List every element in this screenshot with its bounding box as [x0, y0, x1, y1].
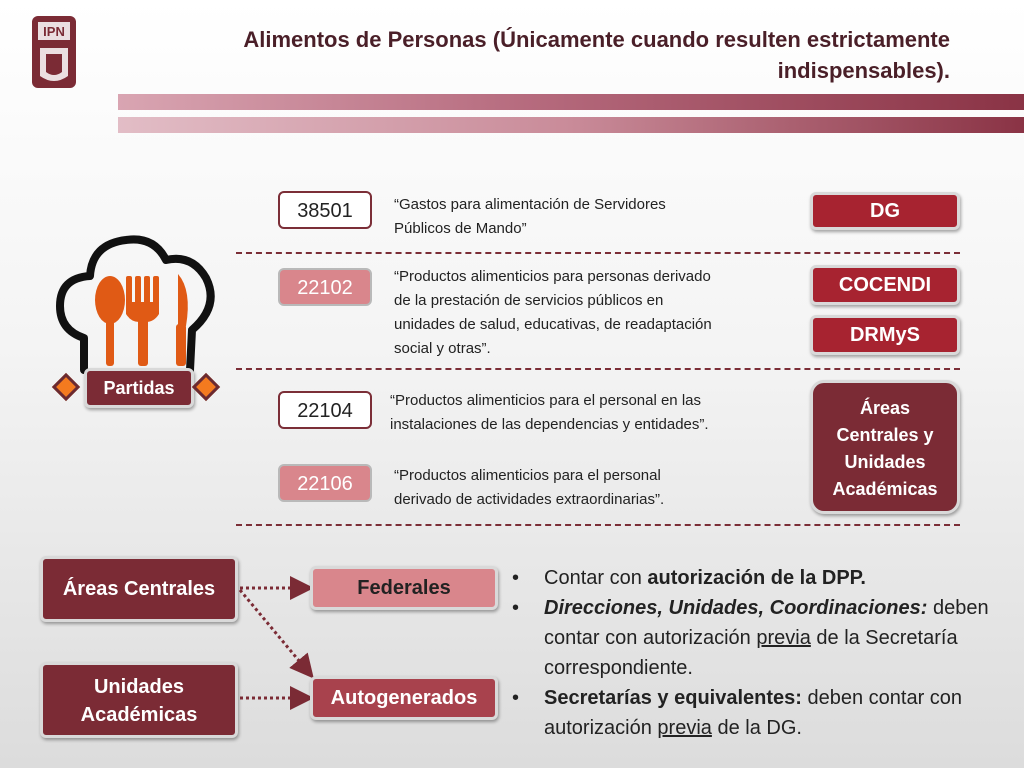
autogenerados-box: Autogenerados — [310, 676, 498, 720]
code-22106: 22106 — [278, 464, 372, 502]
tag-areas-centrales-unidades: Áreas Centrales y Unidades Académicas — [810, 380, 960, 514]
code-38501: 38501 — [278, 191, 372, 229]
desc-22102: “Productos alimenticios para personas derivado de la prestación de servicios públicos en unidades de salud, educativas, de readaptación social y otras”. — [394, 268, 712, 357]
ipn-logo — [28, 14, 80, 90]
arrow-areas-autogenerados — [240, 590, 310, 674]
tag-drmys: DRMyS — [810, 315, 960, 355]
header-band-bottom — [118, 117, 1024, 133]
partidas-label: Partidas — [84, 368, 194, 408]
requirements-list — [508, 563, 998, 743]
restaurant-icon — [54, 230, 218, 378]
federales-box: Federales — [310, 566, 498, 610]
bullet-item: • Contar con autorización de la DPP. — [508, 563, 998, 593]
title-line-2: indispensables). — [777, 58, 950, 83]
unidades-academicas-box: Unidades Académicas — [40, 662, 238, 738]
desc-22106: “Productos alimenticios para el personal derivado de actividades extraordinarias”. — [394, 467, 665, 508]
areas-centrales-box: Áreas Centrales — [40, 556, 238, 622]
bullet-item: • Direcciones, Unidades, Coordinaciones: deben contar con autorización previa de la Secretaría correspondiente. — [508, 593, 998, 683]
code-22102: 22102 — [278, 268, 372, 306]
row-divider — [236, 252, 960, 254]
svg-text:IPN: IPN — [43, 24, 65, 39]
title-line-1: Alimentos de Personas (Únicamente cuando resulten estrictamente — [243, 27, 950, 52]
row-divider — [236, 368, 960, 370]
desc-38501: “Gastos para alimentación de Servidores Públicos de Mando” — [394, 196, 666, 237]
desc-22104: “Productos alimenticios para el personal en las instalaciones de las dependencias y entidades”. — [390, 392, 709, 433]
tag-dg: DG — [810, 192, 960, 230]
code-22104: 22104 — [278, 391, 372, 429]
tag-cocendi: COCENDI — [810, 265, 960, 305]
page-title — [190, 24, 950, 86]
header-band-top — [118, 94, 1024, 110]
row-divider — [236, 524, 960, 526]
bullet-item: • Secretarías y equivalentes: deben contar con autorización previa de la DG. — [508, 683, 998, 743]
